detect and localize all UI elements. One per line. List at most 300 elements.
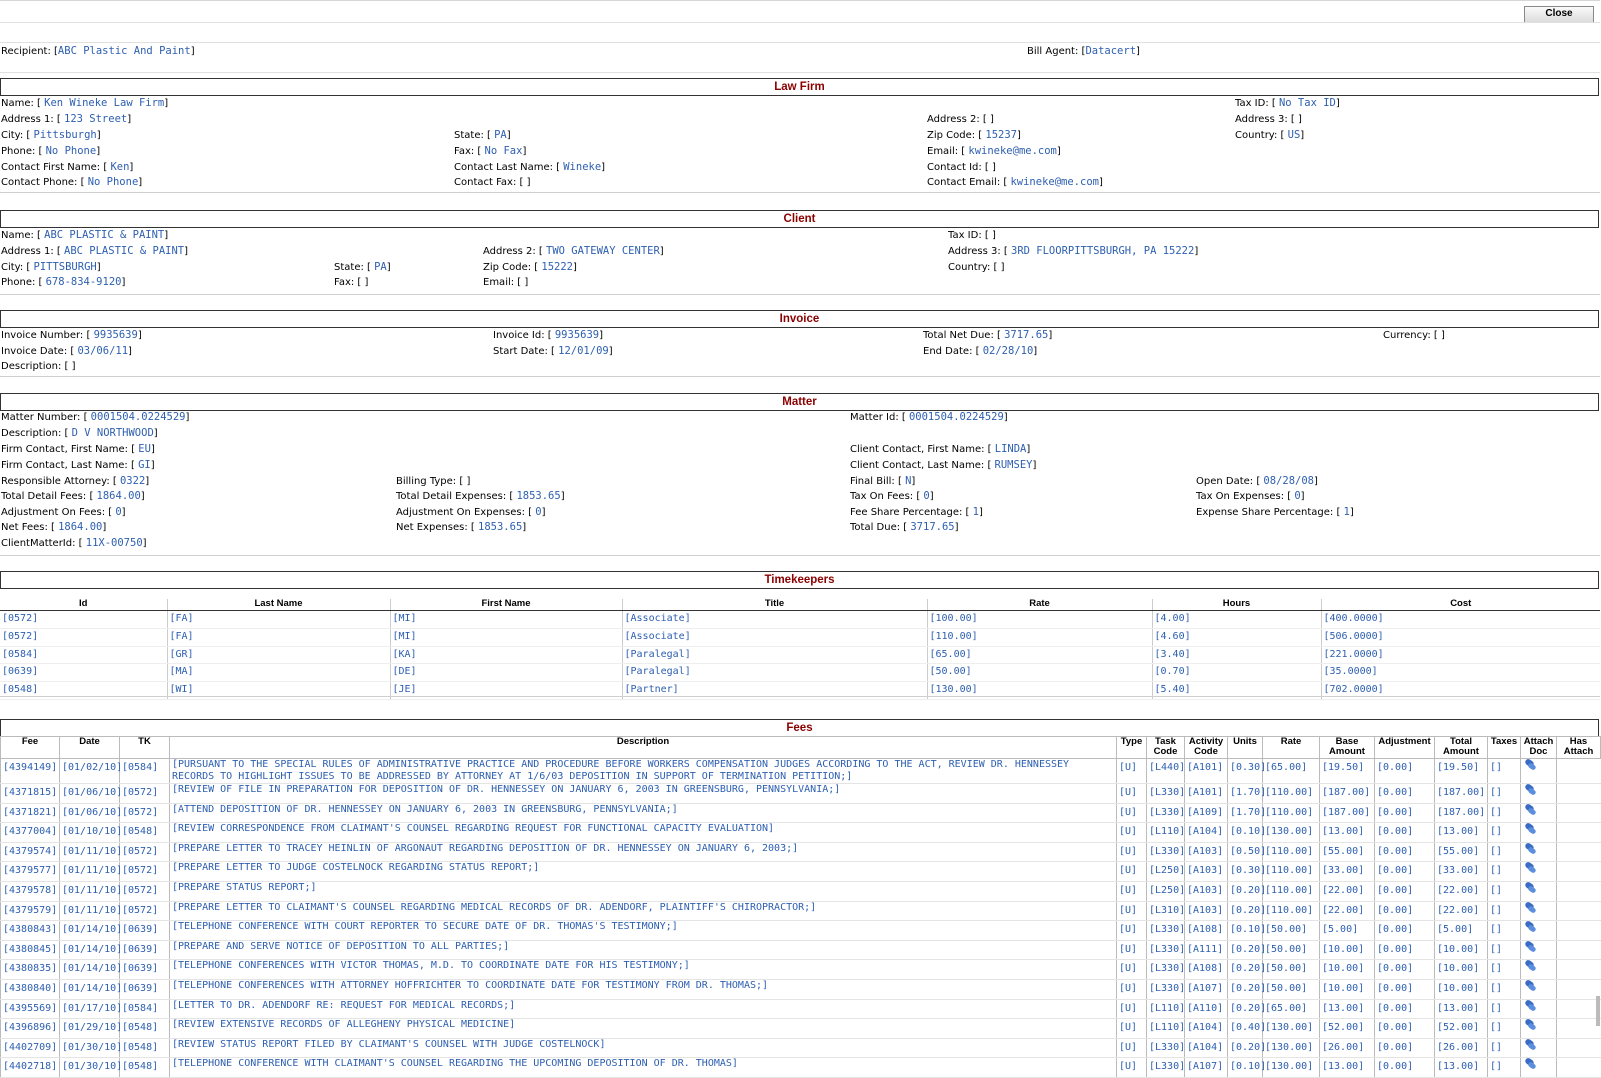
fee-attach-doc[interactable] — [1521, 862, 1557, 882]
law-firm-contact-fax: Contact Fax: [ ] — [454, 177, 531, 188]
paperclip-icon[interactable] — [1523, 759, 1537, 771]
law-firm-contact-last: Contact Last Name: [ Wineke] — [454, 161, 606, 173]
fee-cell: [L330] — [1147, 1038, 1185, 1058]
fee-cell: [U] — [1117, 979, 1147, 999]
fee-cell: [4380845] — [1, 940, 60, 960]
fee-row — [1, 881, 1601, 901]
fee-cell: [0.00] — [1375, 881, 1435, 901]
fee-cell: [55.00] — [1435, 842, 1488, 862]
fee-description: [PURSUANT TO THE SPECIAL RULES OF ADMINISTRATIVE PRACTICE AND PROCEDURE BEFORE WORKERS COMPENSATION JUDGES ACCORDING TO THE ACT, REVIEW DR. HENNESSEY RECORDS TO HIGHLIGHT ISSUES TO BE ADDRESSED BY ATTORNEY AT 1/6/03 DEPOSITION IN SUPPORT OF TERMINATION PETITION;] — [170, 759, 1117, 784]
paperclip-icon[interactable] — [1523, 1039, 1537, 1051]
timekeeper-cell: [0.70] — [1152, 664, 1321, 682]
timekeeper-cell: [MA] — [167, 664, 390, 682]
fee-cell: [] — [1488, 881, 1521, 901]
fee-cell: [4377004] — [1, 823, 60, 843]
fee-cell: [187.00] — [1320, 784, 1375, 804]
fees-col-units: Units — [1228, 737, 1263, 759]
timekeeper-cell: [GR] — [167, 646, 390, 664]
fee-description: [PREPARE LETTER TO JUDGE COSTELNOCK REGARDING STATUS REPORT;] — [170, 862, 1117, 882]
law-firm-contact-phone: Contact Phone: [ No Phone] — [1, 176, 143, 188]
timekeeper-cell: [0572] — [0, 611, 167, 629]
fee-cell: [0.30] — [1228, 862, 1263, 882]
fee-cell: [13.00] — [1320, 1058, 1375, 1078]
divider — [0, 555, 1600, 556]
timekeeper-cell: [Paralegal] — [622, 646, 927, 664]
fee-cell: [01/30/10] — [60, 1058, 120, 1078]
fee-cell: [] — [1488, 823, 1521, 843]
divider — [0, 192, 1600, 193]
fee-cell: [130.00] — [1263, 823, 1320, 843]
fee-attach-doc[interactable] — [1521, 842, 1557, 862]
fee-cell: [50.00] — [1263, 979, 1320, 999]
fee-has-attach — [1557, 803, 1601, 823]
fee-cell: [4379578] — [1, 881, 60, 901]
fee-cell: [0.00] — [1375, 842, 1435, 862]
timekeeper-cell: [DE] — [390, 664, 622, 682]
fee-cell: [0584] — [120, 999, 170, 1019]
fee-attach-doc[interactable] — [1521, 921, 1557, 941]
matter-tax-on-fees: Tax On Fees: [ 0] — [850, 490, 934, 502]
fee-cell: [L250] — [1147, 862, 1185, 882]
fee-description: [PREPARE LETTER TO TRACEY HEINLIN OF ARGONAUT REGARDING DEPOSITION OF DR. HENNESSEY ON JANUARY 6, 2003;] — [170, 842, 1117, 862]
fee-cell: [130.00] — [1263, 1019, 1320, 1039]
fee-cell: [A110] — [1185, 999, 1228, 1019]
timekeeper-cell: [Associate] — [622, 628, 927, 646]
fee-cell: [0.40] — [1228, 1019, 1263, 1039]
client-name: Name: [ ABC PLASTIC & PAINT] — [1, 229, 169, 241]
recipient-field: Recipient: [ABC Plastic And Paint] — [1, 45, 195, 57]
timekeeper-cell: [65.00] — [927, 646, 1152, 664]
fee-row — [1, 842, 1601, 862]
invoice-date: Invoice Date: [ 03/06/11] — [1, 345, 132, 357]
paperclip-icon[interactable] — [1523, 960, 1537, 972]
fee-cell: [] — [1488, 979, 1521, 999]
fee-cell: [A108] — [1185, 960, 1228, 980]
fee-cell: [26.00] — [1320, 1038, 1375, 1058]
fee-cell: [10.00] — [1320, 979, 1375, 999]
fee-cell: [110.00] — [1263, 842, 1320, 862]
fee-cell: [L250] — [1147, 881, 1185, 901]
section-title-matter: Matter — [0, 393, 1599, 411]
invoice-start-date: Start Date: [ 12/01/09] — [493, 345, 613, 357]
fee-cell: [0639] — [120, 979, 170, 999]
fee-cell: [0639] — [120, 921, 170, 941]
client-country: Country: [ ] — [948, 262, 1005, 273]
fee-cell: [A108] — [1185, 921, 1228, 941]
fee-cell: [A109] — [1185, 803, 1228, 823]
fee-cell: [22.00] — [1320, 881, 1375, 901]
fee-row — [1, 862, 1601, 882]
fee-cell: [] — [1488, 921, 1521, 941]
fee-cell: [5.00] — [1320, 921, 1375, 941]
timekeeper-cell: [JE] — [390, 682, 622, 700]
timekeeper-row — [0, 628, 1600, 646]
matter-id: Matter Id: [ 0001504.0224529] — [850, 411, 1008, 423]
fee-cell: [U] — [1117, 862, 1147, 882]
section-title-fees: Fees — [0, 719, 1599, 737]
fee-cell: [L310] — [1147, 901, 1185, 921]
fee-row — [1, 803, 1601, 823]
timekeeper-cell: [130.00] — [927, 682, 1152, 700]
fee-cell: [] — [1488, 960, 1521, 980]
fee-cell: [L110] — [1147, 823, 1185, 843]
fee-cell: [0.30] — [1228, 759, 1263, 784]
fee-cell: [13.00] — [1435, 823, 1488, 843]
timekeepers-col-title: Title — [622, 599, 927, 611]
fee-cell: [0584] — [120, 759, 170, 784]
fee-attach-doc[interactable] — [1521, 901, 1557, 921]
law-firm-city: City: [ Pittsburgh] — [1, 129, 101, 141]
fee-cell: [] — [1488, 862, 1521, 882]
fee-description: [REVIEW CORRESPONDENCE FROM CLAIMANT'S COUNSEL REGARDING REQUEST FOR FUNCTIONAL CAPACITY EVALUATION] — [170, 823, 1117, 843]
fee-cell: [4380840] — [1, 979, 60, 999]
fee-cell: [110.00] — [1263, 803, 1320, 823]
fee-attach-doc[interactable] — [1521, 1038, 1557, 1058]
fee-row — [1, 1038, 1601, 1058]
fee-cell: [0.00] — [1375, 1038, 1435, 1058]
fee-cell: [187.00] — [1435, 803, 1488, 823]
fee-cell: [10.00] — [1320, 960, 1375, 980]
fee-cell: [10.00] — [1435, 960, 1488, 980]
fee-cell: [U] — [1117, 999, 1147, 1019]
fee-cell: [A104] — [1185, 1019, 1228, 1039]
fee-has-attach — [1557, 921, 1601, 941]
paperclip-icon[interactable] — [1523, 862, 1537, 874]
paperclip-icon[interactable] — [1523, 1019, 1537, 1031]
law-firm-name: Name: [ Ken Wineke Law Firm] — [1, 97, 169, 109]
fee-row — [1, 960, 1601, 980]
fee-cell: [] — [1488, 842, 1521, 862]
timekeeper-cell: [4.60] — [1152, 628, 1321, 646]
law-firm-country: Country: [ US] — [1235, 129, 1305, 141]
invoice-currency: Currency: [ ] — [1383, 330, 1445, 341]
fee-cell: [4371821] — [1, 803, 60, 823]
fee-cell: [] — [1488, 1019, 1521, 1039]
fee-cell: [L110] — [1147, 1019, 1185, 1039]
timekeepers-col-hours: Hours — [1152, 599, 1321, 611]
bill-agent-value: Datacert — [1085, 45, 1137, 57]
matter-total-due: Total Due: [ 3717.65] — [850, 521, 959, 533]
timekeeper-cell: [4.00] — [1152, 611, 1321, 629]
timekeeper-cell: [50.00] — [927, 664, 1152, 682]
fee-cell: [0.00] — [1375, 921, 1435, 941]
timekeeper-cell: [100.00] — [927, 611, 1152, 629]
fee-cell: [4395569] — [1, 999, 60, 1019]
fee-cell: [0.00] — [1375, 979, 1435, 999]
fee-cell: [L330] — [1147, 784, 1185, 804]
fee-cell: [01/29/10] — [60, 1019, 120, 1039]
matter-adj-fees: Adjustment On Fees: [ 0] — [1, 506, 126, 518]
fee-cell: [4394149] — [1, 759, 60, 784]
fee-cell: [4402709] — [1, 1038, 60, 1058]
close-button[interactable]: Close — [1524, 6, 1594, 23]
invoice-id: Invoice Id: [ 9935639] — [493, 329, 604, 341]
fee-description: [PREPARE AND SERVE NOTICE OF DEPOSITION TO ALL PARTIES;] — [170, 940, 1117, 960]
paperclip-icon[interactable] — [1523, 921, 1537, 933]
fee-cell: [26.00] — [1435, 1038, 1488, 1058]
fee-cell: [187.00] — [1435, 784, 1488, 804]
fee-attach-doc[interactable] — [1521, 881, 1557, 901]
fee-cell: [4402718] — [1, 1058, 60, 1078]
fee-cell: [] — [1488, 940, 1521, 960]
fee-cell: [L330] — [1147, 979, 1185, 999]
fee-cell: [0548] — [120, 1038, 170, 1058]
fee-description: [ATTEND DEPOSITION OF DR. HENNESSEY ON JANUARY 6, 2003 IN GREENSBURG, PENNSYLVANIA;] — [170, 803, 1117, 823]
fees-table — [0, 736, 1601, 1078]
fee-cell: [1.70] — [1228, 784, 1263, 804]
client-email: Email: [ ] — [483, 277, 529, 288]
fee-cell: [50.00] — [1263, 960, 1320, 980]
fee-cell: [A103] — [1185, 901, 1228, 921]
fee-cell: [] — [1488, 1038, 1521, 1058]
timekeeper-cell: [3.40] — [1152, 646, 1321, 664]
fees-col-date: Date — [60, 737, 120, 759]
paperclip-icon[interactable] — [1523, 784, 1537, 796]
fee-cell: [L330] — [1147, 960, 1185, 980]
fee-cell: [0572] — [120, 881, 170, 901]
fee-has-attach — [1557, 862, 1601, 882]
fee-cell: [0.00] — [1375, 784, 1435, 804]
fee-attach-doc[interactable] — [1521, 979, 1557, 999]
fee-cell: [0572] — [120, 803, 170, 823]
fee-cell: [U] — [1117, 1058, 1147, 1078]
fees-col-fee: Fee — [1, 737, 60, 759]
fee-cell: [01/02/10] — [60, 759, 120, 784]
scrollbar-thumb[interactable] — [1596, 996, 1600, 1026]
fee-cell: [01/11/10] — [60, 842, 120, 862]
fee-has-attach — [1557, 1038, 1601, 1058]
fee-cell: [0.10] — [1228, 1058, 1263, 1078]
fee-cell: [U] — [1117, 960, 1147, 980]
fee-row — [1, 999, 1601, 1019]
section-title-law-firm: Law Firm — [0, 78, 1599, 96]
fee-attach-doc[interactable] — [1521, 803, 1557, 823]
paperclip-icon[interactable] — [1523, 1058, 1537, 1070]
fee-cell: [0.00] — [1375, 1058, 1435, 1078]
matter-expense-share: Expense Share Percentage: [ 1] — [1196, 506, 1354, 518]
client-address1: Address 1: [ ABC PLASTIC & PAINT] — [1, 245, 189, 257]
client-zip: Zip Code: [ 15222] — [483, 261, 577, 273]
fee-cell: [130.00] — [1263, 1058, 1320, 1078]
fee-has-attach — [1557, 842, 1601, 862]
timekeeper-cell: [MI] — [390, 611, 622, 629]
fee-cell: [0.20] — [1228, 901, 1263, 921]
section-title-invoice: Invoice — [0, 310, 1599, 328]
timekeeper-cell: [506.0000] — [1321, 628, 1600, 646]
paperclip-icon[interactable] — [1523, 882, 1537, 894]
fee-cell: [65.00] — [1263, 759, 1320, 784]
paperclip-icon[interactable] — [1523, 980, 1537, 992]
fee-cell: [01/14/10] — [60, 921, 120, 941]
matter-net-expenses: Net Expenses: [ 1853.65] — [396, 521, 527, 533]
fee-row — [1, 784, 1601, 804]
fee-cell: [U] — [1117, 1038, 1147, 1058]
fee-cell: [L330] — [1147, 921, 1185, 941]
section-title-client: Client — [0, 210, 1599, 228]
fee-cell: [] — [1488, 901, 1521, 921]
fee-cell: [19.50] — [1320, 759, 1375, 784]
fee-cell: [L110] — [1147, 999, 1185, 1019]
fee-cell: [L330] — [1147, 1058, 1185, 1078]
client-address3: Address 3: [ 3RD FLOORPITTSBURGH, PA 15222] — [948, 245, 1199, 257]
fee-cell: [5.00] — [1435, 921, 1488, 941]
fee-cell: [01/11/10] — [60, 881, 120, 901]
matter-net-fees: Net Fees: [ 1864.00] — [1, 521, 107, 533]
fee-cell: [0.50] — [1228, 842, 1263, 862]
client-address2: Address 2: [ TWO GATEWAY CENTER] — [483, 245, 664, 257]
fee-description: [REVIEW OF FILE IN PREPARATION FOR DEPOSITION OF DR. HENNESSEY ON JANUARY 6, 2003 IN GREENSBURG, PENNSYLVANIA;] — [170, 784, 1117, 804]
matter-firm-first: Firm Contact, First Name: [ EU] — [1, 443, 155, 455]
fee-has-attach — [1557, 979, 1601, 999]
fee-cell: [] — [1488, 999, 1521, 1019]
fee-cell: [] — [1488, 1058, 1521, 1078]
timekeeper-cell: [400.0000] — [1321, 611, 1600, 629]
divider — [0, 72, 1600, 73]
fee-attach-doc[interactable] — [1521, 1019, 1557, 1039]
fee-has-attach — [1557, 1058, 1601, 1078]
timekeeper-cell: [702.0000] — [1321, 682, 1600, 700]
fee-description: [LETTER TO DR. ADENDORF RE: REQUEST FOR MEDICAL RECORDS;] — [170, 999, 1117, 1019]
timekeeper-cell: [WI] — [167, 682, 390, 700]
fee-cell: [U] — [1117, 823, 1147, 843]
fee-attach-doc[interactable] — [1521, 960, 1557, 980]
timekeepers-table — [0, 599, 1600, 700]
fee-description: [PREPARE STATUS REPORT;] — [170, 881, 1117, 901]
fee-cell: [A104] — [1185, 823, 1228, 843]
fee-cell: [10.00] — [1320, 940, 1375, 960]
fee-cell: [4396896] — [1, 1019, 60, 1039]
fee-has-attach — [1557, 784, 1601, 804]
fee-cell: [110.00] — [1263, 901, 1320, 921]
invoice-total-net-due: Total Net Due: [ 3717.65] — [923, 329, 1053, 341]
timekeeper-cell: [5.40] — [1152, 682, 1321, 700]
fee-cell: [0572] — [120, 784, 170, 804]
fee-cell: [4379579] — [1, 901, 60, 921]
fees-col-attach-doc: Attach Doc — [1521, 737, 1557, 759]
fee-cell: [0548] — [120, 823, 170, 843]
fee-description: [PREPARE LETTER TO CLAIMANT'S COUNSEL REGARDING MEDICAL RECORDS OF DR. ADENDORF, PLAINTIFF'S CHIROPRACTOR;] — [170, 901, 1117, 921]
fee-cell: [10.00] — [1435, 979, 1488, 999]
fee-row — [1, 1019, 1601, 1039]
fee-attach-doc[interactable] — [1521, 823, 1557, 843]
fee-cell: [0.20] — [1228, 999, 1263, 1019]
fee-has-attach — [1557, 901, 1601, 921]
paperclip-icon[interactable] — [1523, 941, 1537, 953]
fee-cell: [U] — [1117, 1019, 1147, 1039]
fee-row — [1, 823, 1601, 843]
timekeeper-cell: [MI] — [390, 628, 622, 646]
fee-cell: [19.50] — [1435, 759, 1488, 784]
fee-cell: [52.00] — [1435, 1019, 1488, 1039]
fee-description: [REVIEW EXTENSIVE RECORDS OF ALLEGHENY PHYSICAL MEDICINE] — [170, 1019, 1117, 1039]
paperclip-icon[interactable] — [1523, 804, 1537, 816]
fee-cell: [U] — [1117, 901, 1147, 921]
paperclip-icon[interactable] — [1523, 1000, 1537, 1012]
fees-col-adjustment: Adjustment — [1375, 737, 1435, 759]
fee-attach-doc[interactable] — [1521, 940, 1557, 960]
matter-final-bill: Final Bill: [ N] — [850, 475, 916, 487]
fee-cell: [10.00] — [1435, 940, 1488, 960]
fee-cell: [4380843] — [1, 921, 60, 941]
fee-cell: [0572] — [120, 842, 170, 862]
fee-cell: [0.00] — [1375, 940, 1435, 960]
paperclip-icon[interactable] — [1523, 902, 1537, 914]
timekeepers-col-id: Id — [0, 599, 167, 611]
fee-cell: [4379577] — [1, 862, 60, 882]
matter-firm-last: Firm Contact, Last Name: [ GI] — [1, 459, 155, 471]
fee-attach-doc[interactable] — [1521, 759, 1557, 784]
fee-cell: [187.00] — [1320, 803, 1375, 823]
fee-attach-doc[interactable] — [1521, 1058, 1557, 1078]
fee-cell: [0.20] — [1228, 1038, 1263, 1058]
fee-row — [1, 901, 1601, 921]
fee-cell: [4371815] — [1, 784, 60, 804]
fee-cell: [4380835] — [1, 960, 60, 980]
fee-cell: [0639] — [120, 940, 170, 960]
fee-description: [TELEPHONE CONFERENCES WITH ATTORNEY HOFFRICHTER TO COORDINATE DATE FOR TESTIMONY FROM DR. THOMAS;] — [170, 979, 1117, 999]
fee-cell: [0.00] — [1375, 901, 1435, 921]
timekeepers-col-rate: Rate — [927, 599, 1152, 611]
law-firm-tax-id: Tax ID: [ No Tax ID] — [1235, 97, 1340, 109]
fee-cell: [01/17/10] — [60, 999, 120, 1019]
invoice-end-date: End Date: [ 02/28/10] — [923, 345, 1038, 357]
timekeeper-cell: [0572] — [0, 628, 167, 646]
fee-cell: [01/11/10] — [60, 901, 120, 921]
fee-cell: [A101] — [1185, 784, 1228, 804]
fee-attach-doc[interactable] — [1521, 784, 1557, 804]
fee-has-attach — [1557, 881, 1601, 901]
timekeeper-row — [0, 664, 1600, 682]
paperclip-icon[interactable] — [1523, 823, 1537, 835]
fee-cell: [22.00] — [1435, 901, 1488, 921]
fee-cell: [50.00] — [1263, 940, 1320, 960]
fee-cell: [L330] — [1147, 940, 1185, 960]
fee-attach-doc[interactable] — [1521, 999, 1557, 1019]
law-firm-contact-first: Contact First Name: [ Ken] — [1, 161, 134, 173]
fee-cell: [13.00] — [1320, 823, 1375, 843]
fee-cell: [110.00] — [1263, 784, 1320, 804]
matter-tax-on-expenses: Tax On Expenses: [ 0] — [1196, 490, 1305, 502]
fee-cell: [0.10] — [1228, 921, 1263, 941]
fees-col-taxes: Taxes — [1488, 737, 1521, 759]
fee-cell: [13.00] — [1320, 999, 1375, 1019]
fee-cell: [1.70] — [1228, 803, 1263, 823]
matter-total-detail-fees: Total Detail Fees: [ 1864.00] — [1, 490, 145, 502]
matter-client-first: Client Contact, First Name: [ LINDA] — [850, 443, 1031, 455]
divider — [0, 376, 1600, 377]
fee-description: [TELEPHONE CONFERENCES WITH VICTOR THOMAS, M.D. TO COORDINATE DATE FOR HIS TESTIMONY;] — [170, 960, 1117, 980]
fee-cell: [L330] — [1147, 803, 1185, 823]
fee-cell: [0639] — [120, 960, 170, 980]
fee-cell: [22.00] — [1320, 901, 1375, 921]
fee-row — [1, 921, 1601, 941]
matter-client-matter-id: ClientMatterId: [ 11X-00750] — [1, 537, 147, 549]
timekeeper-row — [0, 611, 1600, 629]
divider — [0, 696, 1600, 697]
fee-cell: [0548] — [120, 1058, 170, 1078]
client-fax: Fax: [ ] — [334, 277, 369, 288]
fees-col-task-code: Task Code — [1147, 737, 1185, 759]
fee-cell: [0.10] — [1228, 823, 1263, 843]
paperclip-icon[interactable] — [1523, 843, 1537, 855]
client-city: City: [ PITTSBURGH] — [1, 261, 101, 273]
fee-cell: [0.00] — [1375, 960, 1435, 980]
fee-cell: [4379574] — [1, 842, 60, 862]
fees-col-description: Description — [170, 737, 1117, 759]
fee-row — [1, 979, 1601, 999]
fee-cell: [50.00] — [1263, 921, 1320, 941]
matter-billing-type: Billing Type: [ ] — [396, 476, 471, 487]
